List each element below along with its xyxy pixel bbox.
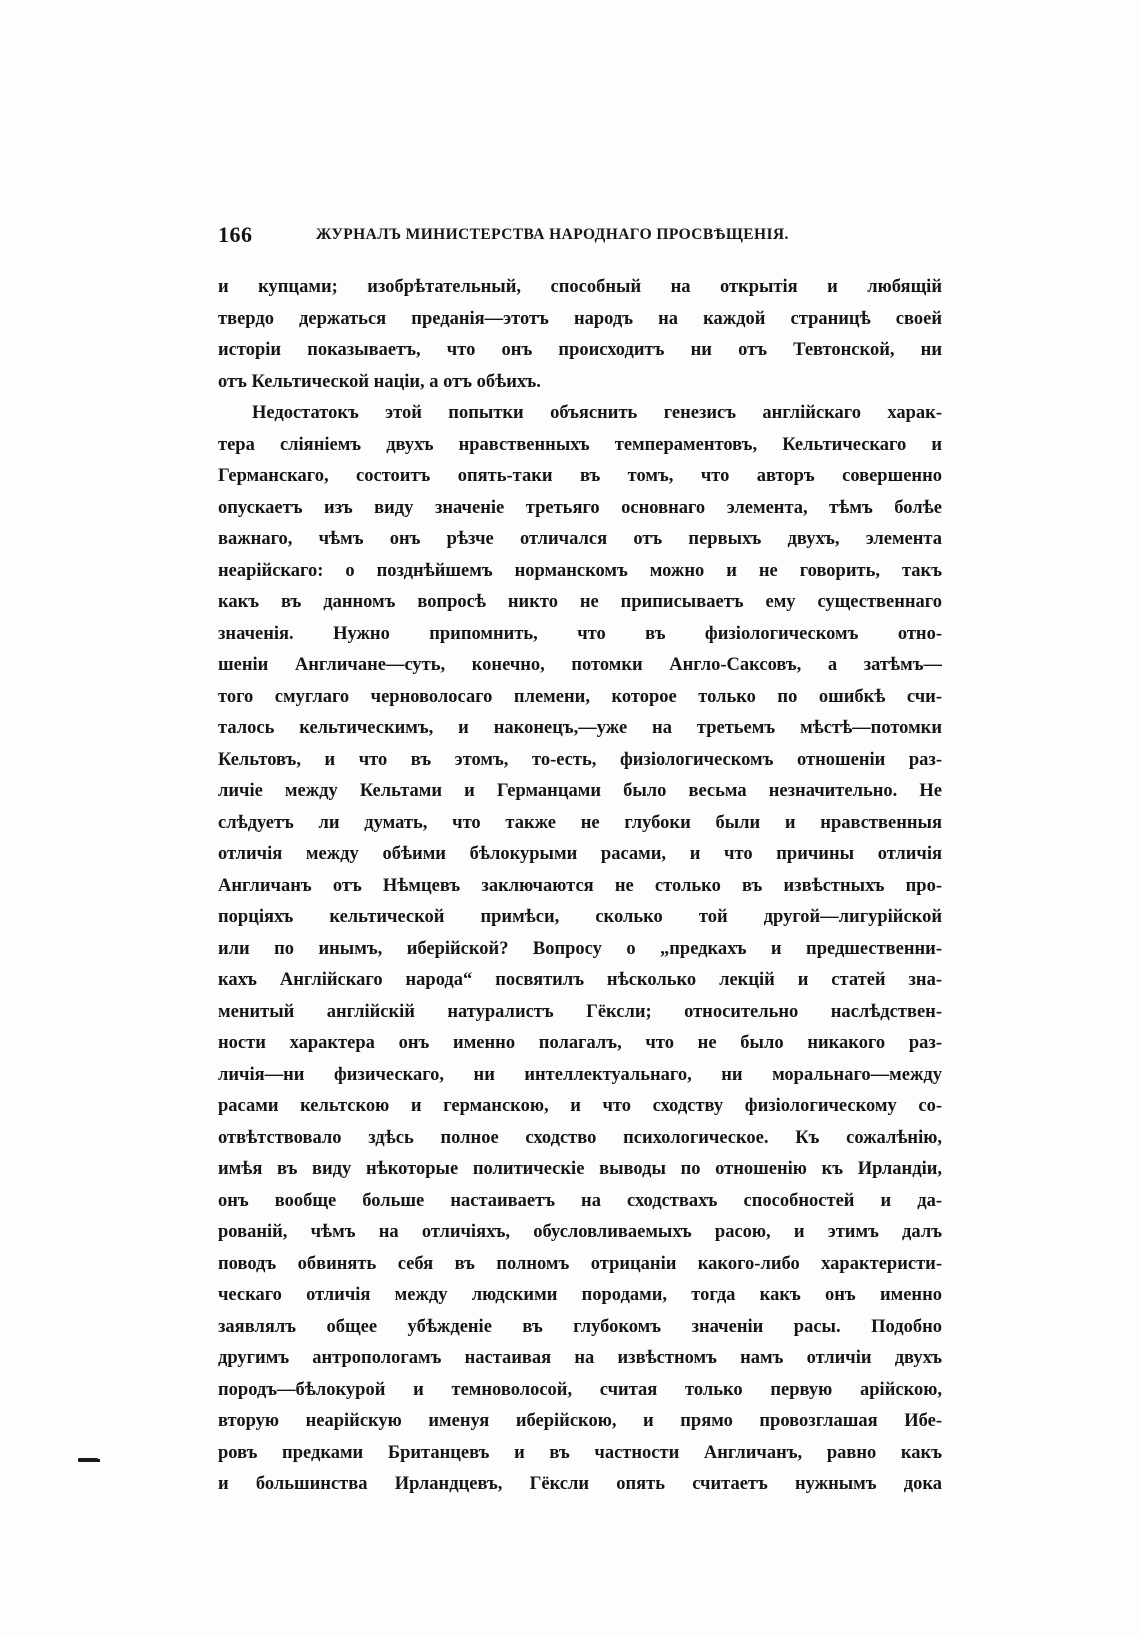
text-line: Англичанъ отъ Нѣмцевъ заключаются не столько въ извѣстныхъ про- — [218, 875, 942, 896]
text-line: важнаго, чѣмъ онъ рѣзче отличался отъ первыхъ двухъ, элемента — [218, 529, 942, 549]
text-line: или по инымъ, иберійской? Вопросу о „предкахъ и предшественни- — [218, 938, 942, 959]
text-line: того смуглаго черноволосаго племени, которое только по ошибкѣ счи- — [218, 686, 942, 707]
text-line: ческаго отличія между людскими породами, тогда какъ онъ именно — [218, 1285, 942, 1305]
text-line: и большинства Ирландцевъ, Гёксли опять считаетъ нужнымъ дока — [218, 1474, 942, 1494]
text-line: Кельтовъ, и что въ этомъ, то-есть, физіологическомъ отношеніи раз- — [218, 749, 942, 770]
text-line: онъ вообще больше настаиваетъ на сходствахъ способностей и да- — [218, 1190, 942, 1211]
margin-mark — [78, 1458, 98, 1462]
text-line: другимъ антропологамъ настаивая на извѣстномъ намъ отличіи двухъ — [218, 1348, 942, 1368]
body-text — [218, 272, 942, 1501]
text-line: отличія между обѣими бѣлокурыми расами, и что причины отличія — [218, 844, 942, 864]
paragraph-start-line: Недостатокъ этой попытки объяснить генезисъ англійскаго харак- — [252, 403, 942, 423]
text-line: и купцами; изобрѣтательный, способный на открытія и любящій — [218, 277, 942, 297]
text-line: ровъ предками Британцевъ и въ частности Англичанъ, равно какъ — [218, 1442, 942, 1463]
text-line: породъ—бѣлокурой и темноволосой, считая только первую арійскою, — [218, 1379, 942, 1400]
text-line: заявлялъ общее убѣжденіе въ глубокомъ значеніи расы. Подобно — [218, 1316, 942, 1337]
text-line: тера сліяніемъ двухъ нравственныхъ темпераментовъ, Кельтическаго и — [218, 434, 942, 455]
text-line: твердо держаться преданія—этотъ народъ на каждой страницѣ своей — [218, 308, 942, 329]
text-line: неарійскаго: о позднѣйшемъ норманскомъ можно и не говорить, такъ — [218, 560, 942, 581]
text-line: менитый англійскій натуралистъ Гёксли; относительно наслѣдствен- — [218, 1001, 942, 1022]
text-line: Германскаго, состоитъ опять-таки въ томъ, что авторъ совершенно — [218, 466, 942, 486]
text-line: личіе между Кельтами и Германцами было весьма незначительно. Не — [218, 781, 942, 801]
text-line: ности характера онъ именно полагалъ, что не было никакого раз- — [218, 1033, 942, 1053]
text-line: значенія. Нужно припомнить, что въ физіологическомъ отно- — [218, 623, 942, 644]
running-title: ЖУРНАЛЪ МИНИСТЕРСТВА НАРОДНАГО ПРОСВѢЩЕНІЯ. — [316, 226, 789, 243]
text-line: расами кельтскою и германскою, и что сходству физіологическому со- — [218, 1096, 942, 1116]
text-line: личія—ни физическаго, ни интеллектуальнаго, ни моральнаго—между — [218, 1064, 942, 1085]
text-line: отъ Кельтической націи, а отъ обѣихъ. — [218, 371, 541, 392]
text-line: кахъ Англійскаго народа“ посвятилъ нѣсколько лекцій и статей зна- — [218, 970, 942, 990]
text-line: опускаетъ изъ виду значеніе третьяго основнаго элемента, тѣмъ болѣе — [218, 497, 942, 518]
text-line: исторіи показываетъ, что онъ происходитъ ни отъ Тевтонской, ни — [218, 340, 942, 360]
page-number: 166 — [218, 222, 253, 247]
text-line: талось кельтическимъ, и наконецъ,—уже на третьемъ мѣстѣ—потомки — [218, 718, 942, 738]
text-line: вторую неарійскую именуя иберійскою, и прямо провозглашая Ибе- — [218, 1411, 942, 1431]
text-line: имѣя въ виду нѣкоторые политическіе выводы по отношенію къ Ирландіи, — [218, 1159, 942, 1179]
text-line: поводъ обвинять себя въ полномъ отрицаніи какого-либо характеристи- — [218, 1253, 942, 1274]
text-line: шеніи Англичане—суть, конечно, потомки Англо-Саксовъ, а затѣмъ— — [218, 655, 942, 675]
text-line: рованій, чѣмъ на отличіяхъ, обусловливаемыхъ расою, и этимъ далъ — [218, 1222, 942, 1242]
page-header — [218, 222, 938, 258]
text-line: отвѣтствовало здѣсь полное сходство психологическое. Къ сожалѣнію, — [218, 1127, 942, 1148]
text-line: слѣдуетъ ли думать, что также не глубоки были и нравственныя — [218, 812, 942, 833]
text-line: какъ въ данномъ вопросѣ никто не приписываетъ ему существеннаго — [218, 592, 942, 612]
text-line: порціяхъ кельтической примѣси, сколько той другой—лигурійской — [218, 907, 942, 927]
